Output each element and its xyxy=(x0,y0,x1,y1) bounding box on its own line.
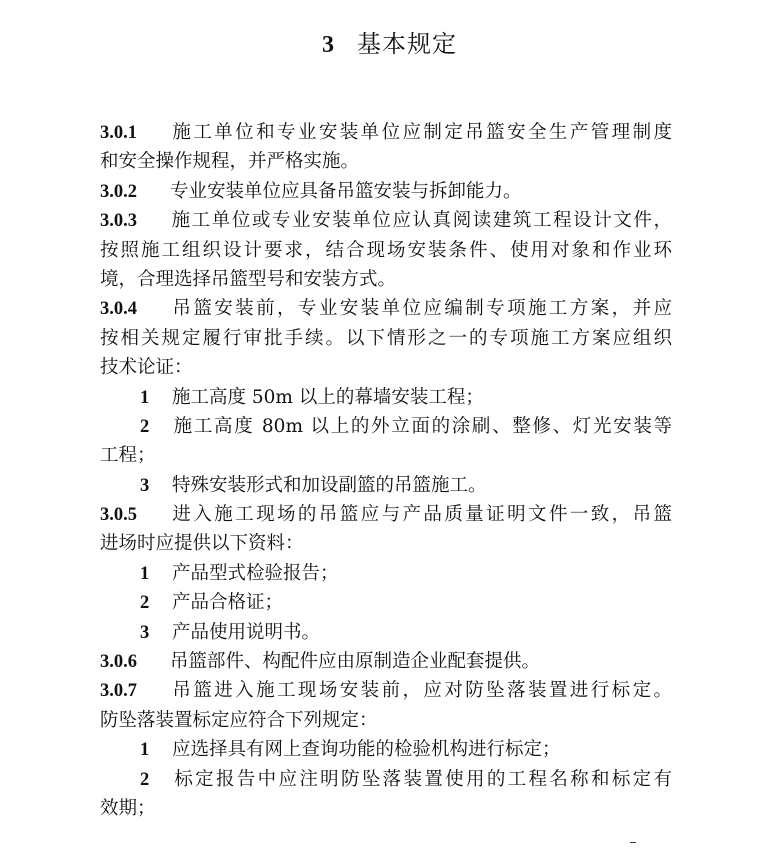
clause-text: 施工单位或专业安装单位应认真阅读建筑工程设计文件， xyxy=(170,210,672,232)
list-item xyxy=(100,588,672,617)
clause-line xyxy=(100,294,672,323)
clause-line xyxy=(100,500,672,529)
clause-line xyxy=(100,118,672,147)
clause-text: 吊篮安装前，专业安装单位应编制专项施工方案，并应 xyxy=(170,298,672,320)
list-item xyxy=(100,618,672,647)
list-item xyxy=(100,383,672,412)
clause-number: 3.0.2 xyxy=(100,181,137,202)
list-item-continuation xyxy=(100,441,672,470)
clause-text: 防坠落装置标定应符合下列规定： xyxy=(100,709,378,731)
item-number: 1 xyxy=(140,563,150,584)
clause-text: 专业安装单位应具备吊篮安装与拆卸能力。 xyxy=(170,180,522,202)
list-item xyxy=(100,559,672,588)
clause-number: 3.0.5 xyxy=(100,505,137,526)
list-item xyxy=(100,412,672,441)
clause-line xyxy=(100,706,672,735)
list-item xyxy=(100,471,672,500)
item-text: 产品使用说明书。 xyxy=(172,621,321,643)
item-text: 标定报告中应注明防坠落装置使用的工程名称和标定有 xyxy=(172,768,672,790)
item-text: 工程； xyxy=(100,445,156,467)
clause-number: 3.0.3 xyxy=(100,211,137,232)
item-text: 施工高度 80m 以上的外立面的涂刷、整修、灯光安装等 xyxy=(172,415,672,437)
clause-text: 吊篮部件、构配件应由原制造企业配套提供。 xyxy=(170,651,541,673)
item-number: 1 xyxy=(140,740,150,761)
clause-line xyxy=(100,236,672,265)
list-item xyxy=(100,735,672,764)
clause-line xyxy=(100,529,672,558)
document-body xyxy=(100,118,672,823)
clause-line xyxy=(100,206,672,235)
chapter-heading xyxy=(0,28,779,61)
item-number: 1 xyxy=(140,387,150,408)
item-text: 产品型式检验报告； xyxy=(172,562,339,584)
clause-text: 技术论证： xyxy=(100,357,193,379)
clause-number: 3.0.4 xyxy=(100,299,137,320)
chapter-title: 基本规定 xyxy=(357,30,457,58)
clause-text: 施工单位和专业安装单位应制定吊篮安全生产管理制度 xyxy=(170,122,672,143)
clause-number: 3.0.6 xyxy=(100,652,137,673)
clause-line xyxy=(100,324,672,353)
clause-line xyxy=(100,353,672,382)
clause-line xyxy=(100,265,672,294)
clause-number: 3.0.7 xyxy=(100,681,137,702)
chapter-number: 3 xyxy=(322,32,335,58)
clause-text: 进场时应提供以下资料： xyxy=(100,533,304,555)
item-text: 应选择具有网上查询功能的检验机构进行标定； xyxy=(172,739,561,761)
clause-text: 和安全操作规程，并严格实施。 xyxy=(100,151,360,173)
item-number: 3 xyxy=(140,475,150,496)
clause-line xyxy=(100,147,672,176)
page-edge-mark xyxy=(630,842,636,843)
clause-line xyxy=(100,676,672,705)
clause-line xyxy=(100,647,672,676)
clause-text: 进入施工现场的吊篮应与产品质量证明文件一致，吊篮 xyxy=(170,504,672,526)
item-text: 特殊安装形式和加设副篮的吊篮施工。 xyxy=(172,474,487,496)
item-text: 施工高度 50m 以上的幕墙安装工程； xyxy=(172,386,484,408)
item-number: 2 xyxy=(140,416,150,437)
list-item-continuation xyxy=(100,794,672,823)
item-number: 2 xyxy=(140,593,150,614)
clause-number: 3.0.1 xyxy=(100,123,137,143)
clause-text: 境，合理选择吊篮型号和安装方式。 xyxy=(100,268,397,290)
item-number: 3 xyxy=(140,622,150,643)
list-item xyxy=(100,765,672,794)
clause-text: 吊篮进入施工现场安装前，应对防坠落装置进行标定。 xyxy=(170,680,672,702)
item-text: 效期； xyxy=(100,797,156,819)
clause-line xyxy=(100,177,672,206)
clause-text: 按照施工组织设计要求，结合现场安装条件、使用对象和作业环 xyxy=(100,239,672,261)
item-text: 产品合格证； xyxy=(172,592,284,614)
clause-text: 按相关规定履行审批手续。以下情形之一的专项施工方案应组织 xyxy=(100,327,672,349)
item-number: 2 xyxy=(140,769,150,790)
